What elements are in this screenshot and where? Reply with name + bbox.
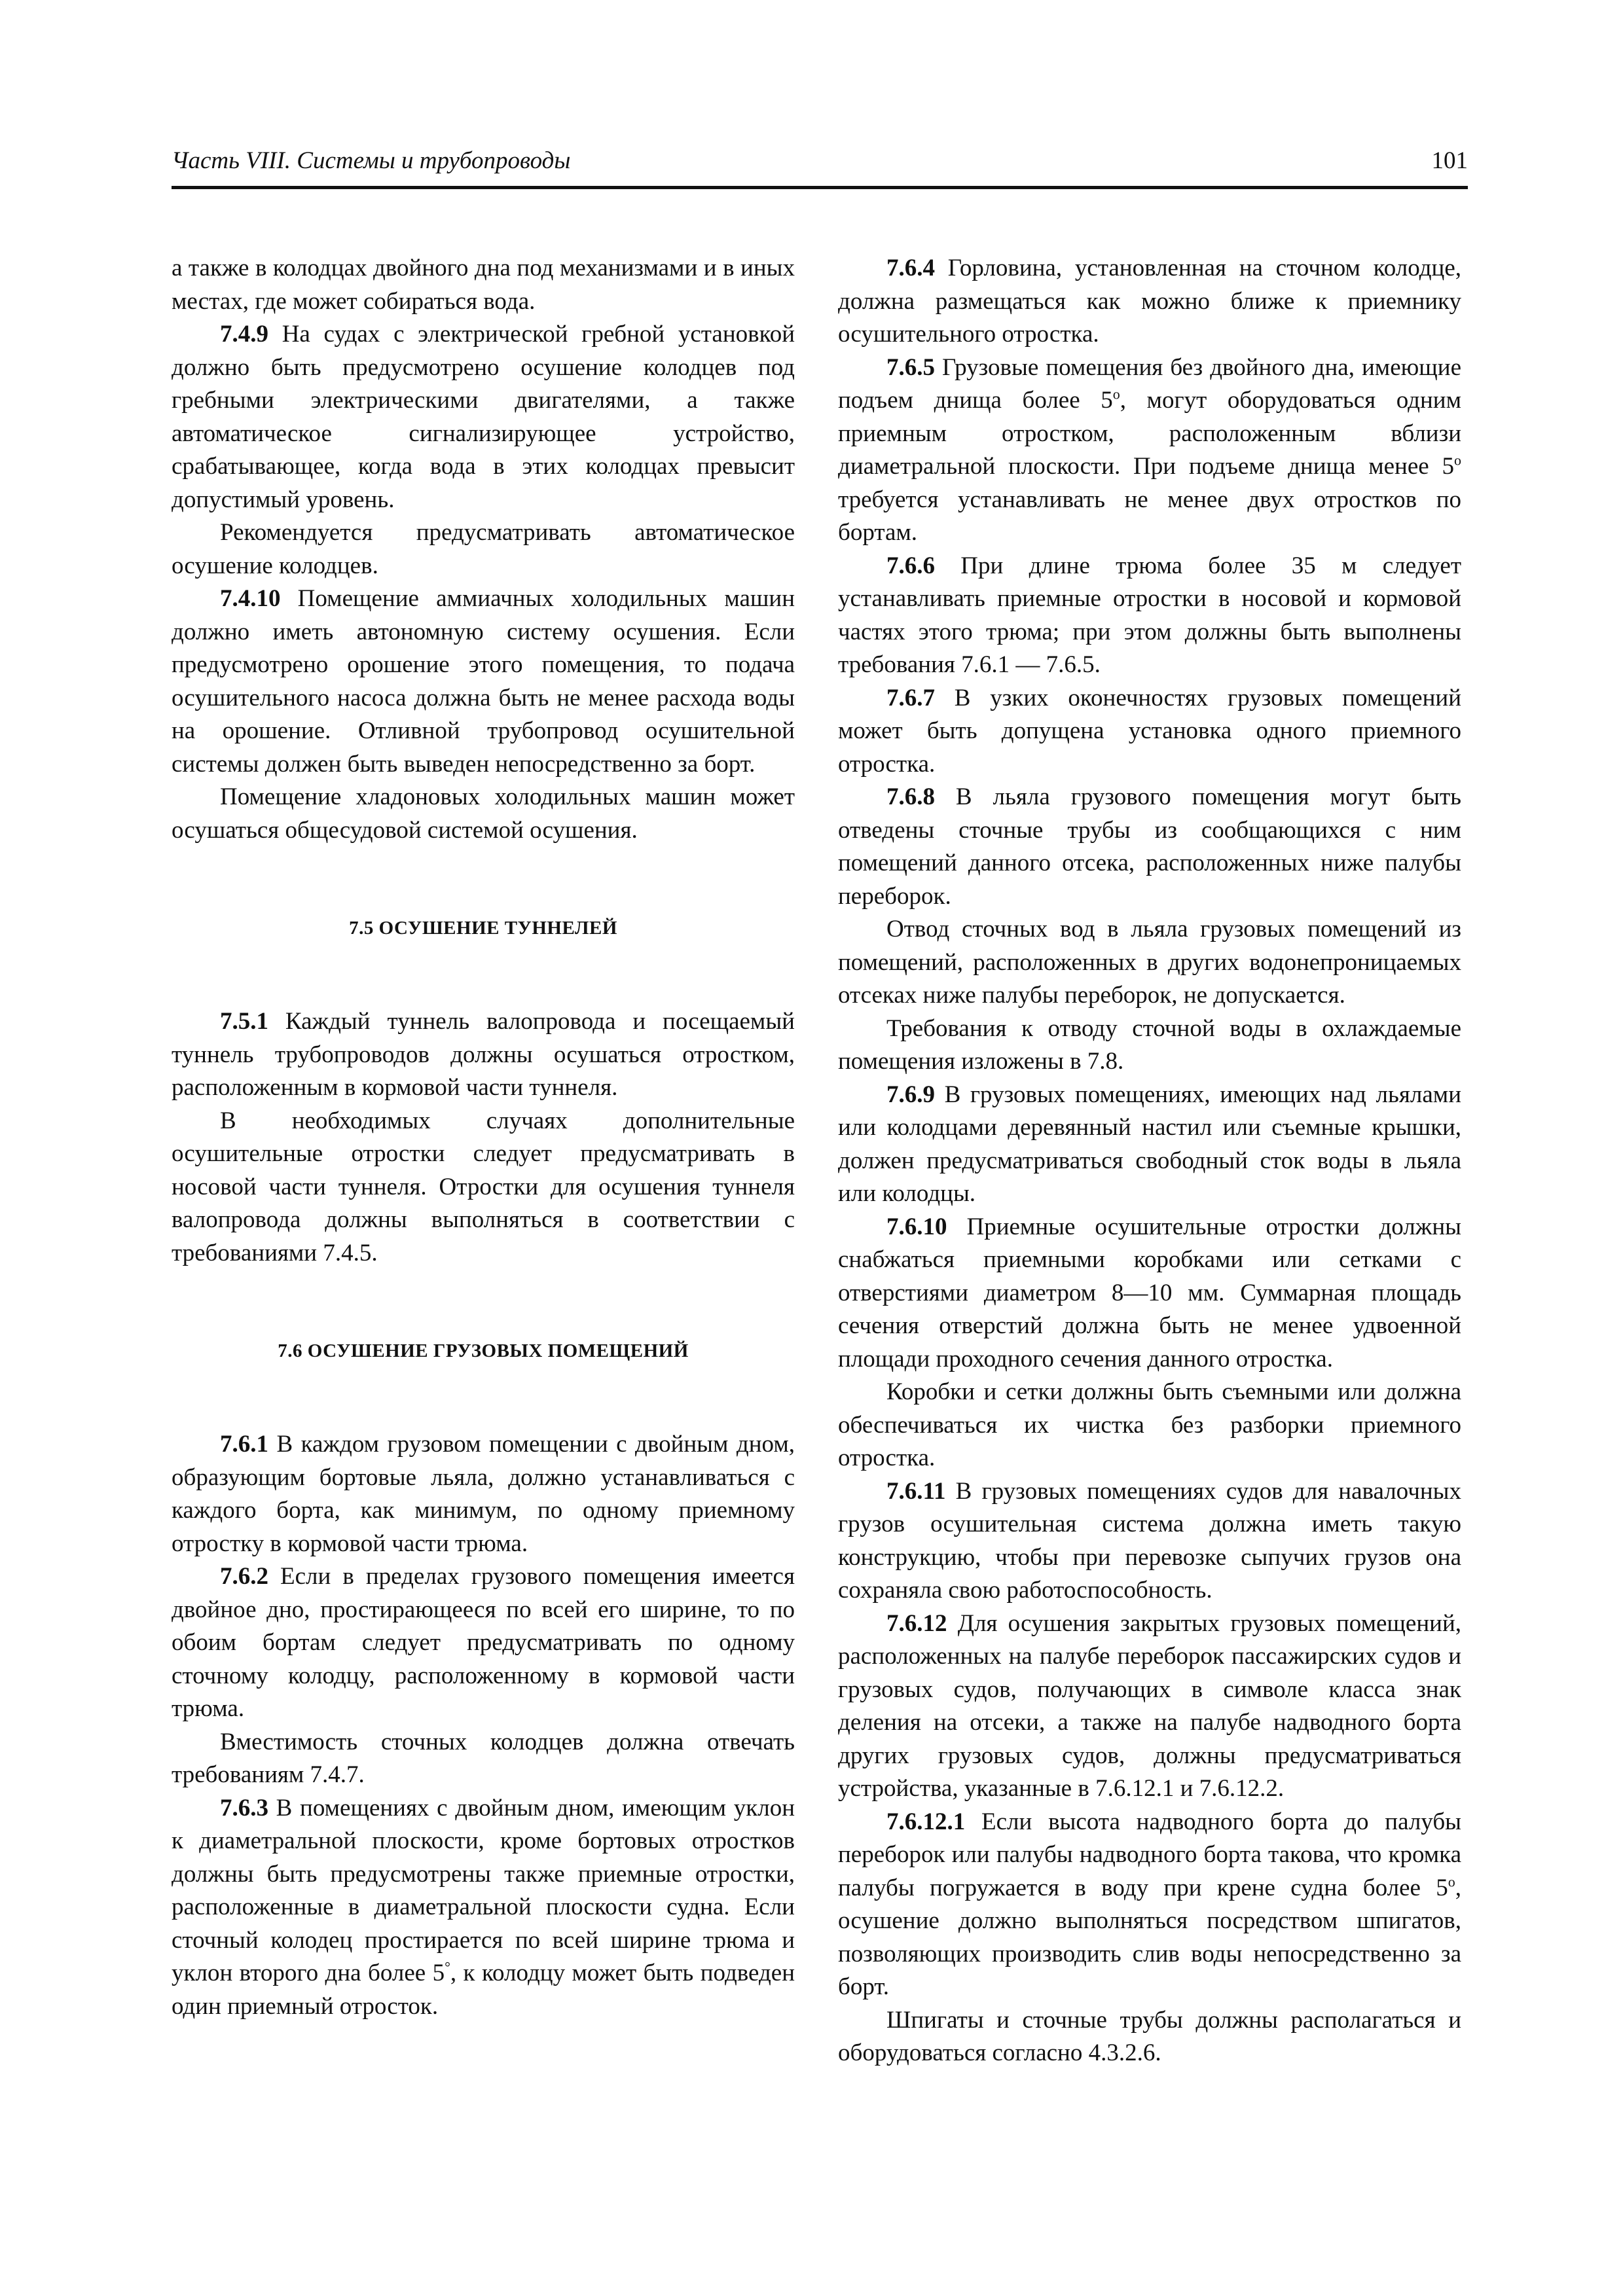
paragraph-7-6-12-1: [838, 1806, 1461, 2004]
paragraph-7-6-10: [838, 1211, 1461, 1376]
paragraph-7-6-7: [838, 682, 1461, 781]
paragraph-7-6-2: [172, 1560, 795, 1726]
paragraph-text: Коробки и сетки должны быть съемными или должна обеспечиваться их чистка без разборки приемного отростка.: [838, 1378, 1461, 1471]
paragraph-text: Приемные осушительные отростки должны снабжаться приемными коробками или сетками с отверстиями диаметром 8—10 мм. Суммарная площадь сечения отверстий должна быть не менее удвоенной площади проходного сечения данного отростка.: [838, 1213, 1461, 1372]
paragraph-text: В льяла грузового помещения могут быть отведены сточные трубы из сообщающихся с ним помещений данного отсека, расположенных ниже палубы переборок.: [838, 783, 1461, 910]
paragraph-text: В каждом грузовом помещении с двойным дном, образующим бортовые льяла, должно устанавливаться с каждого борта, как минимум, по одному приемному отростку в кормовой части трюма.: [172, 1431, 795, 1557]
running-header: [172, 147, 1468, 189]
paragraph-7-6-12: [838, 1607, 1461, 1806]
clause-number: 7.6.5: [886, 353, 935, 381]
paragraph-text: В необходимых случаях дополнительные осушительные отростки следует предусматривать в носовой части туннеля. Отростки для осушения туннеля валопровода должны выполняться в соответствии с требованиями 7.4.5.: [172, 1107, 795, 1266]
clause-number: 7.6.3: [220, 1794, 268, 1821]
paragraph-text: Отвод сточных вод в льяла грузовых помещений из помещений, расположенных в других водонепроницаемых отсеках ниже палубы переборок, не допускается.: [838, 916, 1461, 1009]
paragraph-text: Рекомендуется предусматривать автоматическое осушение колодцев.: [172, 519, 795, 579]
header-title: Часть VIII. Системы и трубопроводы: [172, 147, 571, 174]
paragraph-text: Каждый туннель валопровода и посещаемый туннель трубопроводов должны осушаться отростком, расположенным в кормовой части туннеля.: [172, 1008, 795, 1101]
paragraph-text: На судах с электрической гребной установкой должно быть предусмотрено осушение колодцев под гребными электрическими двигателями, а также автоматическое сигнализирующее устройство, срабатывающее, когда вода в этих колодцах превысит допустимый уровень.: [172, 321, 795, 513]
paragraph-7-6-3: [172, 1792, 795, 2024]
degree-sign: о: [1454, 452, 1461, 469]
paragraph-7-4-9: [172, 318, 795, 516]
paragraph-7-6-4: [838, 252, 1461, 351]
degree-sign: о: [1112, 386, 1120, 403]
paragraph-text: , осушение должно выполняться посредством шпигатов, позволяющих производить слив воды непосредственно за борт.: [838, 1874, 1461, 2000]
paragraph-7-6-6: [838, 550, 1461, 682]
paragraph-text: Горловина, установленная на сточном колодце, должна размещаться как можно ближе к приемнику осушительного отростка.: [838, 255, 1461, 348]
paragraph-text: Вместимость сточных колодцев должна отвечать требованиям 7.4.7.: [172, 1728, 795, 1788]
page-number: 101: [1431, 147, 1468, 174]
paragraph-text: Шпигаты и сточные трубы должны располагаться и оборудоваться согласно 4.3.2.6.: [838, 2006, 1461, 2066]
clause-number: 7.4.10: [220, 585, 281, 612]
paragraph-7-5-1: [172, 1005, 795, 1105]
paragraph-7-6-11: [838, 1475, 1461, 1607]
clause-number: 7.6.12.1: [886, 1808, 966, 1835]
paragraph-text: В грузовых помещениях судов для навалочных грузов осушительная система должна иметь такую конструкцию, чтобы при перевозке сыпучих грузов она сохраняла свою работоспособность.: [838, 1477, 1461, 1604]
paragraph: [838, 1376, 1461, 1475]
paragraph-7-4-10: [172, 583, 795, 781]
clause-number: 7.6.9: [886, 1081, 935, 1108]
paragraph-text: требуется устанавливать не менее двух отростков по бортам.: [838, 486, 1461, 546]
clause-number: 7.6.4: [886, 255, 935, 281]
paragraph-text: Помещение хладоновых холодильных машин может осушаться общесудовой системой осушения.: [172, 783, 795, 844]
clause-number: 7.6.8: [886, 783, 935, 810]
paragraph: [172, 781, 795, 847]
clause-number: 7.6.2: [220, 1563, 268, 1590]
clause-number: 7.6.11: [886, 1477, 946, 1505]
clause-number: 7.4.9: [220, 321, 268, 348]
paragraph: [838, 2004, 1461, 2070]
section-heading-7-6: 7.6 ОСУШЕНИЕ ГРУЗОВЫХ ПОМЕЩЕНИЙ: [278, 1340, 689, 1361]
paragraph: [172, 252, 795, 318]
paragraph-text: В узких оконечностях грузовых помещений может быть допущена установка одного приемного отростка.: [838, 684, 1461, 778]
paragraph-7-6-1: [172, 1428, 795, 1560]
paragraph: [838, 913, 1461, 1013]
paragraph-text: а также в колодцах двойного дна под механизмами и в иных местах, где может собираться вода.: [172, 255, 795, 315]
clause-number: 7.5.1: [220, 1008, 268, 1035]
paragraph-text: В грузовых помещениях, имеющих над льялами или колодцами деревянный настил или съемные крышки, должен предусматриваться свободный сток воды в льяла или колодцы.: [838, 1081, 1461, 1207]
paragraph: [838, 1013, 1461, 1079]
paragraph-7-6-8: [838, 781, 1461, 913]
clause-number: 7.6.1: [220, 1431, 268, 1458]
clause-number: 7.6.10: [886, 1213, 947, 1240]
right-column: [838, 252, 1461, 2070]
paragraph-text: , к колодцу может быть подведен один приемный отросток.: [172, 1960, 795, 2020]
degree-sign: °: [445, 1958, 450, 1975]
paragraph-7-6-9: [838, 1079, 1461, 1211]
paragraph: [172, 1105, 795, 1270]
clause-number: 7.6.6: [886, 552, 935, 579]
clause-number: 7.6.12: [886, 1609, 947, 1637]
paragraph-text: Для осушения закрытых грузовых помещений, расположенных на палубе переборок пассажирских судов и грузовых судов, получающих в символе класса знак деления на отсеки, а также на палубе надводного борта других грузовых судов, должны предусматриваться устройства, указанные в 7.6.12.1 и 7.6.12.2.: [838, 1609, 1461, 1802]
clause-number: 7.6.7: [886, 684, 935, 711]
left-column: [172, 252, 795, 2023]
paragraph-text: В помещениях с двойным дном, имеющим уклон к диаметральной плоскости, кроме бортовых отростков должны быть предусмотрены также приемные отростки, расположенные в диаметральной плоскости судна. Если сточный колодец простирается по всей ширине трюма и уклон второго дна более 5: [172, 1794, 795, 1986]
paragraph-text: Требования к отводу сточной воды в охлаждаемые помещения изложены в 7.8.: [838, 1014, 1461, 1075]
paragraph-text: Помещение аммиачных холодильных машин должно иметь автономную систему осушения. Если предусмотрено орошение этого помещения, то подача осушительного насоса должна быть не менее расхода воды на орошение. Отливной трубопровод осушительной системы должен быть выведен непосредственно за борт.: [172, 585, 795, 778]
paragraph-text: При длине трюма более 35 м следует устанавливать приемные отростки в носовой и кормовой частях этого трюма; при этом должны быть выполнены требования 7.6.1 — 7.6.5.: [838, 552, 1461, 678]
section-heading-7-5: 7.5 ОСУШЕНИЕ ТУННЕЛЕЙ: [349, 918, 617, 939]
paragraph-text: Если в пределах грузового помещения имеется двойное дно, простирающееся по всей его ширине, то по обоим бортам следует предусматривать по одному сточному колодцу, расположенному в кормовой части трюма.: [172, 1563, 795, 1722]
paragraph-text: Если высота надводного борта до палубы переборок или палубы надводного борта такова, что кромка палубы погружается в воду при крене судна более 5: [838, 1808, 1461, 1901]
degree-sign: о: [1448, 1873, 1455, 1890]
paragraph-text: , могут оборудоваться одним приемным отростком, расположенным вблизи диаметральной плоскости. При подъеме днища менее 5: [838, 387, 1461, 480]
paragraph-7-6-5: [838, 351, 1461, 550]
paragraph: [172, 1726, 795, 1792]
paragraph-text: Грузовые помещения без двойного дна, имеющие подъем днища более 5: [838, 353, 1461, 414]
paragraph: [172, 516, 795, 583]
